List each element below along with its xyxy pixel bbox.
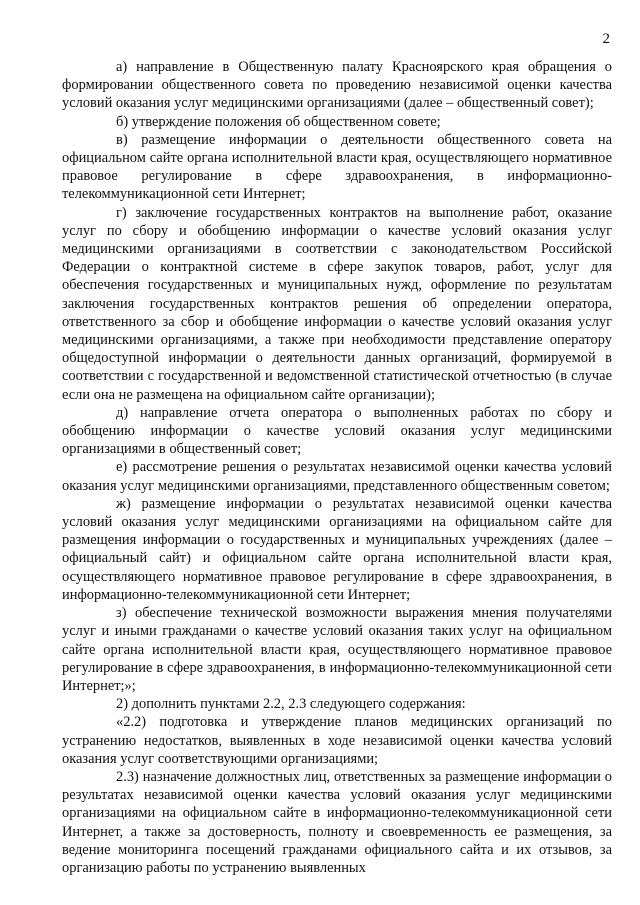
paragraph-2-3: 2.3) назначение должностных лиц, ответственных за размещение информации о результатах независимой оценки качества условий оказания услуг медицинскими организациями на официальном сайте в информационно-телекоммуникационной сети Интернет, а также за достоверность, полноту и своевременность ее размещения, за ведение мониторинга посещений гражданами официального сайта и их отзывов, за организацию работы по устранению выявленных (62, 768, 612, 876)
paragraph-item-2: 2) дополнить пунктами 2.2, 2.3 следующего содержания: (116, 696, 466, 713)
paragraph-2-2: «2.2) подготовка и утверждение планов медицинских организаций по устранению недостатков, выявленных в ходе независимой оценки качества условий оказания услуг соответствующими организациями; (62, 714, 612, 767)
paragraph-g: г) заключение государственных контрактов на выполнение работ, оказание услуг по сбору и обобщению информации о качестве условий оказания услуг медицинскими организациями в соответствии с законодательством Российской Федерации о контрактной системе в сфере закупок товаров, работ, услуг для обеспечения государственных и муниципальных нужд, оформление по результатам заключения государственных контрактов решения об определении оператора, ответственного за сбор и обобщение информации о качестве условий оказания услуг медицинскими организациями, а также при необходимости представление оператору общедоступной информации о деятельности данных организаций, формируемой в соответствии с государственной и ведомственной статистической отчетностью (в случае если она не размещена на официальном сайте организации); (62, 204, 612, 403)
paragraph-b: б) утверждение положения об общественном совете; (116, 113, 441, 130)
document-body (62, 58, 612, 877)
paragraph-zh: ж) размещение информации о результатах независимой оценки качества условий оказания услуг медицинскими организациями на официальном сайте для размещения информации о государственных и муниципальных учреждениях (далее – официальный сайт) и официальном сайте органа исполнительной власти края, осуществляющего нормативное правовое регулирование в сфере здравоохранения, в информационно-телекоммуникационной сети Интернет; (62, 495, 612, 603)
paragraph-a: а) направление в Общественную палату Красноярского края обращения о формировании общественного совета по проведению независимой оценки качества условий оказания услуг медицинскими организациями (далее – общественный совет); (62, 59, 612, 112)
paragraph-z: з) обеспечение технической возможности выражения мнения получателями услуг и иными гражданами о качестве условий оказания таких услуг на официальном сайте органа исполнительной власти края, осуществляющего нормативное правовое регулирование в сфере здравоохранения, в информационно-телекоммуникационной сети Интернет;»; (62, 605, 612, 694)
paragraph-e: е) рассмотрение решения о результатах независимой оценки качества условий оказания услуг медицинскими организациями, представленного общественным советом; (62, 459, 612, 494)
paragraph-v: в) размещение информации о деятельности общественного совета на официальном сайте органа исполнительной власти края, осуществляющего нормативное правовое регулирование в сфере здравоохранения, в информационно-телекоммуникационной сети Интернет; (62, 131, 612, 203)
paragraph-d: д) направление отчета оператора о выполненных работах по сбору и обобщению информации о качестве условий оказания услуг медицинскими организациями в общественный совет; (62, 404, 612, 458)
page-number: 2 (602, 31, 610, 47)
